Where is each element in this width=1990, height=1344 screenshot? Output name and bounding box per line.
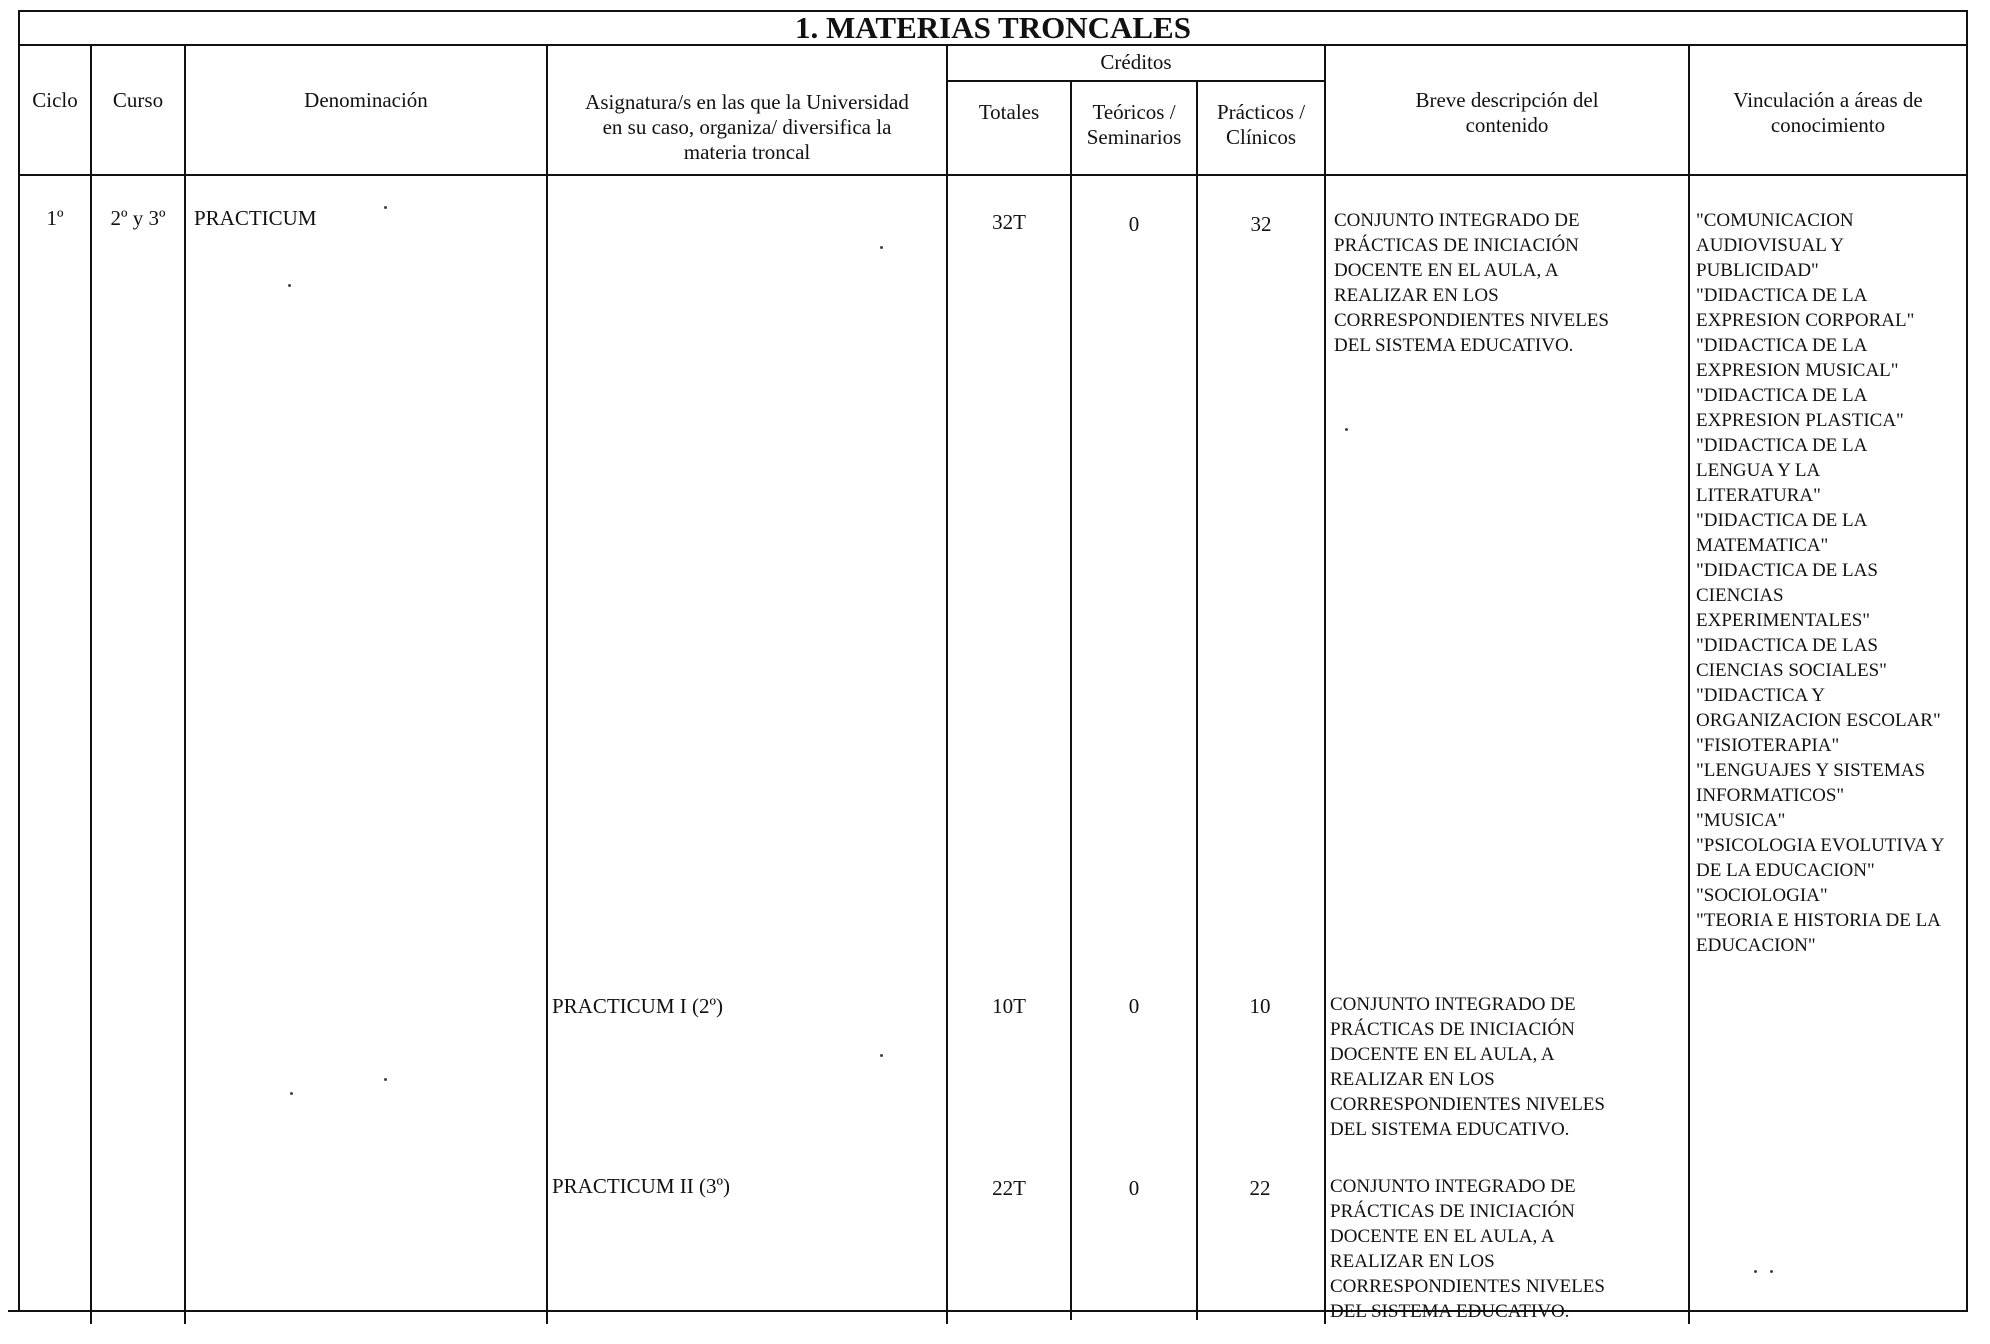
header-teoricos: Teóricos / Seminarios bbox=[1086, 100, 1182, 149]
scan-speck bbox=[290, 1092, 293, 1095]
scan-speck bbox=[1770, 1270, 1773, 1273]
sub-row-teoricos: 0 bbox=[1128, 1176, 1140, 1200]
col-border-descripcion bbox=[1688, 44, 1690, 1324]
main-row-denominacion: PRACTICUM bbox=[194, 206, 317, 230]
header-bottom-border bbox=[18, 174, 1968, 176]
col-border-curso bbox=[184, 44, 186, 1324]
col-border-teoricos bbox=[1196, 80, 1198, 1320]
col-border-totales bbox=[1070, 80, 1072, 1320]
creditos-divider bbox=[946, 80, 1326, 82]
scan-speck bbox=[880, 1054, 883, 1057]
col-border-ciclo bbox=[90, 44, 92, 1324]
sub-row-totales: 22T bbox=[992, 1176, 1026, 1200]
sub-row-totales: 10T bbox=[992, 994, 1026, 1018]
main-row-descripcion: CONJUNTO INTEGRADO DE PRÁCTICAS DE INICIACIÓN DOCENTE EN EL AULA, A REALIZAR EN LOS CORRESPONDIENTES NIVELES DEL SISTEMA EDUCATIVO. bbox=[1334, 210, 1609, 356]
scan-speck bbox=[288, 284, 291, 287]
header-curso: Curso bbox=[112, 88, 164, 112]
header-asignaturas: Asignatura/s en las que la Universidad en su caso, organiza/ diversifica la materia troncal bbox=[585, 90, 909, 164]
col-border-left bbox=[18, 10, 20, 1310]
header-practicos: Prácticos / Clínicos bbox=[1216, 100, 1306, 149]
header-denominacion: Denominación bbox=[304, 88, 428, 112]
page-title: 1. MATERIAS TRONCALES bbox=[795, 10, 1191, 45]
header-ciclo: Ciclo bbox=[32, 88, 78, 112]
main-row-practicos: 32 bbox=[1250, 212, 1272, 236]
scan-speck bbox=[1754, 1270, 1757, 1273]
col-border-right bbox=[1966, 10, 1968, 1312]
sub-row-practicos: 22 bbox=[1249, 1176, 1271, 1200]
sub-row-practicos: 10 bbox=[1249, 994, 1271, 1018]
sub-row-asignatura: PRACTICUM II (3º) bbox=[552, 1174, 731, 1198]
sub-row-asignatura: PRACTICUM I (2º) bbox=[552, 994, 724, 1018]
main-row-areas: "COMUNICACION AUDIOVISUAL Y PUBLICIDAD" "DIDACTICA DE LA EXPRESION CORPORAL" "DIDACTICA DE LA EXPRESION MUSICAL" "DIDACTICA DE LA EXPRESION PLASTICA" "DIDACTICA DE LA LENGUA Y LA LITERATURA" "DIDACTICA DE LA MATEMATICA" "DIDACTICA DE LAS CIENCIAS EXPERIMENTALES" "DIDACTICA DE LAS CIENCIAS SOCIALES" "DIDACTICA Y ORGANIZACION ESCOLAR" "FISIOTERAPIA" "LENGUAJES Y SISTEMAS INFORMATICOS" "MUSICA" "PSICOLOGIA EVOLUTIVA Y DE LA EDUCACION" "SOCIOLOGIA" "TEORIA E HISTORIA DE LA EDUCACION" bbox=[1696, 210, 1945, 956]
header-totales: Totales bbox=[978, 100, 1040, 124]
col-border-denominacion bbox=[546, 44, 548, 1324]
sub-row-teoricos: 0 bbox=[1128, 994, 1140, 1018]
col-border-practicos bbox=[1324, 44, 1326, 1324]
header-vinculacion: Vinculación a áreas de conocimiento bbox=[1733, 88, 1923, 137]
sub-row-descripcion: CONJUNTO INTEGRADO DE PRÁCTICAS DE INICIACIÓN DOCENTE EN EL AULA, A REALIZAR EN LOS CORRESPONDIENTES NIVELES DEL SISTEMA EDUCATIVO. bbox=[1330, 1176, 1605, 1322]
main-row-totales: 32T bbox=[992, 210, 1026, 234]
col-border-asignaturas bbox=[946, 44, 948, 1324]
main-row-ciclo: 1º bbox=[46, 206, 64, 230]
table-bottom-border bbox=[8, 1310, 1968, 1312]
main-row-curso: 2º y 3º bbox=[110, 206, 166, 230]
scan-speck bbox=[880, 246, 883, 249]
main-row-teoricos: 0 bbox=[1128, 212, 1140, 236]
scan-speck bbox=[384, 206, 387, 209]
header-descripcion: Breve descripción del contenido bbox=[1415, 88, 1599, 137]
header-creditos: Créditos bbox=[1100, 50, 1172, 74]
scan-speck bbox=[1345, 428, 1348, 431]
sub-row-descripcion: CONJUNTO INTEGRADO DE PRÁCTICAS DE INICIACIÓN DOCENTE EN EL AULA, A REALIZAR EN LOS CORRESPONDIENTES NIVELES DEL SISTEMA EDUCATIVO. bbox=[1330, 994, 1605, 1140]
scan-speck bbox=[384, 1078, 387, 1081]
